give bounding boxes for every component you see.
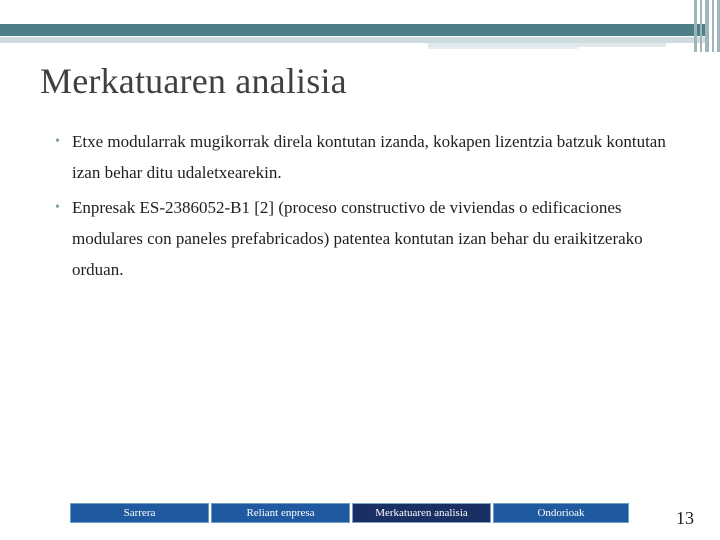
- bullet-item: [52, 126, 692, 188]
- slide-title: Merkatuaren analisia: [40, 61, 347, 101]
- bullet-list: [52, 126, 692, 289]
- bullet-text: Enpresak ES-2386052-B1 [2] (proceso constructivo de viviendas o edificaciones modulares con paneles prefabricados) patentea kontutan izan behar du eraikitzerako orduan.: [72, 198, 643, 279]
- bullet-icon: •: [55, 200, 60, 215]
- nav-button-reliant-enpresa[interactable]: Reliant enpresa: [211, 503, 350, 523]
- header-band-accent-thin: [428, 47, 578, 49]
- bullet-text: Etxe modularrak mugikorrak direla kontutan izanda, kokapen lizentzia batzuk kontutan izan behar ditu udaletxearekin.: [72, 132, 666, 182]
- header-band-dark: [0, 24, 708, 36]
- corner-stripes: [694, 0, 720, 52]
- nav-button-sarrera[interactable]: Sarrera: [70, 503, 209, 523]
- bullet-item: [52, 192, 692, 285]
- nav-button-ondorioak[interactable]: Ondorioak: [493, 503, 629, 523]
- page-number: 13: [676, 508, 694, 528]
- nav-button-merkatuaren-analisia[interactable]: Merkatuaren analisia: [352, 503, 491, 523]
- bullet-icon: •: [55, 134, 60, 149]
